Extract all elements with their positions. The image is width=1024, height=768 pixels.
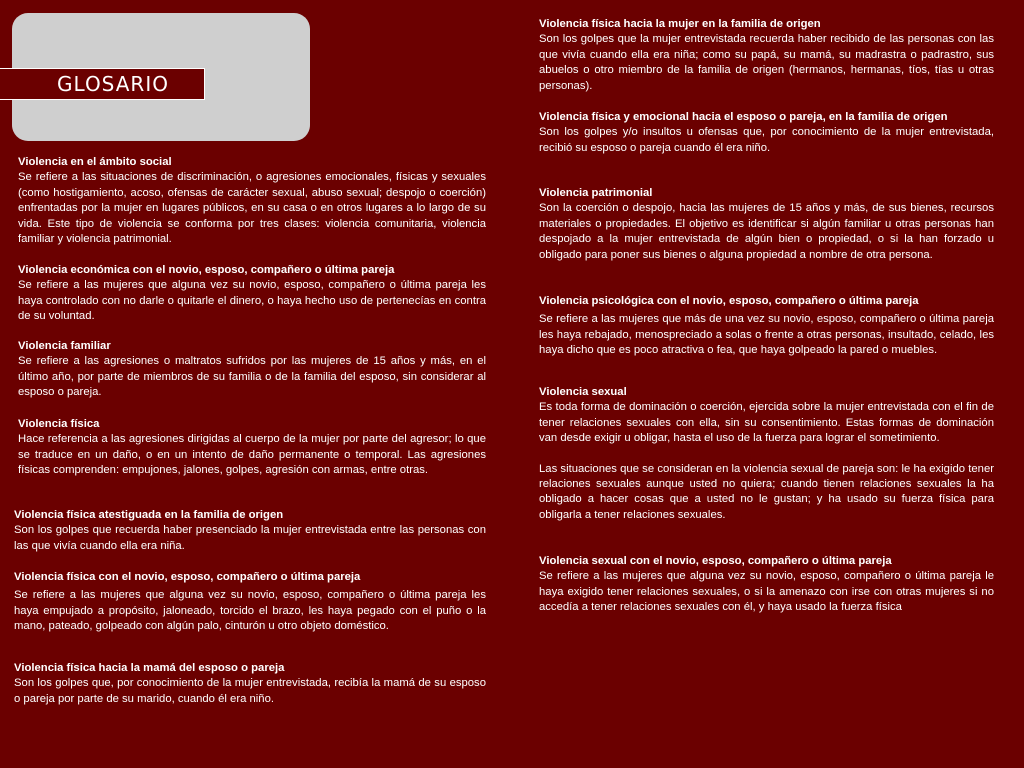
glossary-entry: [18, 155, 486, 247]
page-title: GLOSARIO: [57, 72, 169, 96]
glossary-term: Violencia patrimonial: [539, 187, 653, 199]
glossary-term: Violencia física: [18, 418, 100, 430]
glossary-entry: [14, 661, 486, 707]
glossary-term: Violencia física con el novio, esposo, compañero o última pareja: [14, 571, 361, 583]
glossary-entry: [14, 508, 486, 554]
glossary-entry: [539, 186, 994, 263]
glossary-term: Violencia económica con el novio, esposo, compañero o última pareja: [18, 264, 395, 276]
glossary-title-bar: [0, 68, 205, 100]
glossary-definition: Hace referencia a las agresiones dirigidas al cuerpo de la mujer por parte del agresor; lo que se traduce en un daño, o en un intento de daño permanente o temporal. Las agresiones físicas comprenden: empujones, jalones, golpes, agresión con armas, entre otras.: [18, 433, 486, 477]
glossary-definition: Se refiere a las mujeres que alguna vez su novio, esposo, compañero o última pareja le haya exigido tener relaciones sexuales, o si la amenazo con irse con otras mujeres si no accedía a tener relaciones sexuales con él, y haya usado la fuerza física: [539, 570, 994, 614]
glossary-term: Violencia física atestiguada en la familia de origen: [14, 509, 284, 521]
glossary-definition: Se refiere a las agresiones o maltratos sufridos por las mujeres de 15 años y más, en el último año, por parte de miembros de su familia o de la familia del esposo, sin considerar al esposo o pareja.: [18, 355, 486, 399]
glossary-definition: Se refiere a las mujeres que alguna vez su novio, esposo, compañero o última pareja les haya empujado a propósito, jaloneado, torcido el brazo, les haya pegado con el puño o la mano, pateado, golpeado con algún palo, cinturón u otro objeto doméstico.: [14, 589, 486, 633]
glossary-definition: Son los golpes que la mujer entrevistada recuerda haber recibido de las personas con las que vivía cuando ella era niña; como su papá, su mamá, su madrastra o padrastro, sus abuelos o otro miembro de la familia de origen (hermanos, hermanas, tíos, tías u otras personas).: [539, 33, 994, 92]
glossary-definition: Se refiere a las situaciones de discriminación, o agresiones emocionales, físicas y sexuales (como hostigamiento, acoso, ofensas de carácter sexual, abuso sexual; despojo o coerción) enfrentadas por la mujer en lugares públicos, en su casa o en otros lugares a lo largo de su vida. Este tipo de violencia se conforma por tres clases: violencia comunitaria, violencia familiar y violencia patrimonial.: [18, 171, 486, 246]
glossary-entry: [539, 294, 994, 359]
glossary-definition: Es toda forma de dominación o coerción, ejercida sobre la mujer entrevistada con el fin de tener relaciones sexuales con ella, sin su consentimiento. Estas formas de dominación van desde exigir u obligar, hasta el uso de la fuerza para lograr el sometimiento.: [539, 401, 994, 445]
glossary-definition: Son los golpes que, por conocimiento de la mujer entrevistada, recibía la mamá de su esposo o pareja por parte de su marido, cuando él era niño.: [14, 677, 486, 705]
glossary-term: Violencia familiar: [18, 340, 111, 352]
glossary-entry: [539, 17, 994, 94]
glossary-entry: [539, 554, 994, 616]
glossary-term: Violencia física hacia la mujer en la familia de origen: [539, 18, 821, 30]
glossary-entry: [14, 570, 486, 635]
glossary-definition: Son los golpes que recuerda haber presenciado la mujer entrevistada entre las personas con las que vivía cuando ella era niña.: [14, 524, 486, 552]
glossary-definition: Se refiere a las mujeres que más de una vez su novio, esposo, compañero o última pareja les haya rebajado, menospreciado a solas o frente a otras personas, insultado, celado, les haya dicho que es poco atractiva o fea, que haya golpeado la pared o muebles.: [539, 313, 994, 357]
glossary-term: Violencia sexual: [539, 386, 627, 398]
glossary-term: Violencia física y emocional hacia el esposo o pareja, en la familia de origen: [539, 111, 948, 123]
glossary-entry: [539, 385, 994, 523]
glossary-entry: [18, 417, 486, 479]
glossary-entry: [539, 110, 994, 156]
glossary-entry: [18, 339, 486, 401]
glossary-definition: Son los golpes y/o insultos u ofensas que, por conocimiento de la mujer entrevistada, recibió su esposo o pareja cuando él era niño.: [539, 126, 994, 154]
glossary-definition: Se refiere a las mujeres que alguna vez su novio, esposo, compañero o última pareja les haya controlado con no darle o quitarle el dinero, o haya hecho uso de pertenecías en contra de su voluntad.: [18, 279, 486, 323]
glossary-term: Violencia en el ámbito social: [18, 156, 172, 168]
glossary-term: Violencia física hacia la mamá del esposo o pareja: [14, 662, 285, 674]
glossary-term: Violencia psicológica con el novio, esposo, compañero o última pareja: [539, 295, 919, 307]
glossary-term: Violencia sexual con el novio, esposo, compañero o última pareja: [539, 555, 892, 567]
glossary-definition: Son la coerción o despojo, hacia las mujeres de 15 años y más, de sus bienes, recursos materiales o propiedades. El objetivo es identificar si algún familiar u otras personas han despojado a la mujer entrevistada de algún bien o propiedad, o si la han forzado u obligado para poner sus bienes o alguna propiedad a nombre de otra persona.: [539, 202, 994, 261]
glossary-entry: [18, 263, 486, 325]
glossary-definition-continued: Las situaciones que se consideran en la violencia sexual de pareja son: le ha exigido tener relaciones sexuales aunque usted no quiera; cuando tienen relaciones sexuales la ha obligado a hacer cosas que a usted no le gustan; y ha usado su fuerza física para obligarla a tener relaciones sexuales.: [539, 462, 994, 521]
